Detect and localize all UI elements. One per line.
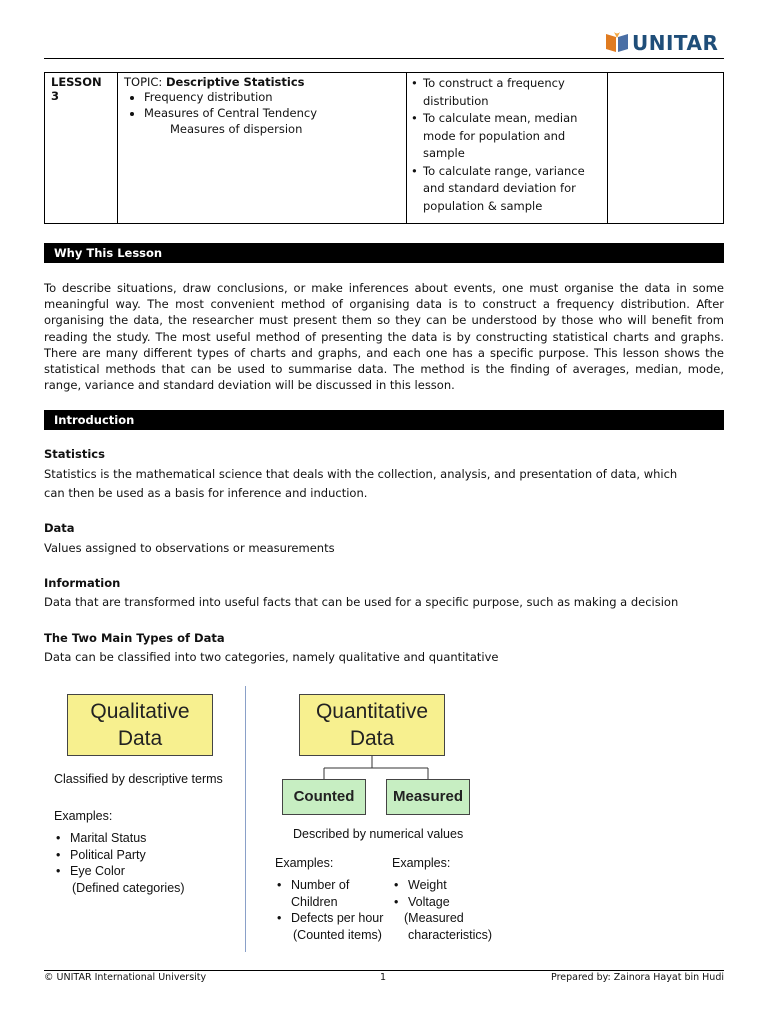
section-bar-introduction: Introduction bbox=[44, 410, 724, 430]
statistics-text-line1: Statistics is the mathematical science that deals with the collection, analysis, and presentation of data, which bbox=[44, 467, 678, 481]
qualitative-examples-label: Examples: bbox=[54, 809, 113, 823]
logo-text: UNITAR bbox=[632, 31, 719, 55]
tree-connector bbox=[280, 756, 480, 780]
list-item: • Weight bbox=[408, 877, 492, 894]
counted-note: (Counted items) bbox=[293, 927, 382, 942]
qualitative-examples bbox=[56, 830, 185, 896]
footer-author: Prepared by: Zainora Hayat bin Hudi bbox=[551, 972, 724, 983]
topic-list bbox=[124, 89, 400, 121]
measured-note-line1: (Measured bbox=[404, 911, 464, 925]
unitar-logo bbox=[604, 30, 724, 54]
information-text: Data that are transformed into useful facts that can be used for a specific purpose, such as making a decision bbox=[44, 595, 679, 609]
qualitative-line1: Qualitative bbox=[90, 700, 190, 723]
types-text: Data can be classified into two categories, namely qualitative and quantitative bbox=[44, 650, 499, 664]
list-item: • Number of bbox=[291, 877, 383, 894]
measured-examples bbox=[394, 877, 492, 943]
list-item: • Measures of Central Tendency bbox=[144, 105, 400, 121]
quantitative-data-box bbox=[299, 694, 445, 756]
measured-note-line2: characteristics) bbox=[408, 927, 493, 942]
quantitative-description: Described by numerical values bbox=[293, 827, 464, 841]
objectives-list bbox=[411, 75, 601, 215]
list-item: • To calculate mean, median mode for population and sample bbox=[411, 110, 601, 163]
topic-prefix: TOPIC: bbox=[124, 75, 166, 89]
quantitative-line1: Quantitative bbox=[315, 700, 429, 723]
topic-subitem: Measures of dispersion bbox=[170, 122, 303, 136]
heading-data: Data bbox=[44, 521, 75, 535]
list-item: • To construct a frequency distribution bbox=[411, 75, 601, 110]
heading-statistics: Statistics bbox=[44, 447, 105, 461]
list-item: • To calculate range, variance and standard deviation for population & sample bbox=[411, 163, 601, 216]
heading-types-of-data: The Two Main Types of Data bbox=[44, 631, 225, 645]
header-rule bbox=[44, 58, 724, 59]
list-item: • Frequency distribution bbox=[144, 89, 400, 105]
topic-title: Descriptive Statistics bbox=[165, 75, 305, 89]
statistics-text-line2: can then be used as a basis for inference and induction. bbox=[44, 486, 368, 500]
heading-information: Information bbox=[44, 576, 121, 590]
objectives-cell bbox=[407, 73, 608, 224]
measured-examples-label: Examples: bbox=[392, 856, 451, 870]
book-icon bbox=[604, 30, 630, 54]
footer-rule bbox=[44, 970, 724, 971]
counted-examples bbox=[277, 877, 383, 943]
qualitative-description: Classified by descriptive terms bbox=[54, 772, 223, 786]
footer-copyright: © UNITAR International University bbox=[44, 972, 207, 983]
lesson-number: LESSON 3 bbox=[45, 73, 118, 224]
empty-cell bbox=[608, 73, 724, 224]
diagram-divider bbox=[245, 686, 246, 952]
qualitative-line2: Data bbox=[117, 727, 163, 750]
section-bar-why: Why This Lesson bbox=[44, 243, 724, 263]
list-item-continuation: Children bbox=[291, 894, 338, 909]
measured-box: Measured bbox=[386, 779, 470, 815]
why-paragraph: To describe situations, draw conclusions, or make inferences about events, one must organise the data in some meaningful way. The most convenient method of organising data is to construct a frequency distribution. After organising the data, the researcher must present them so they can be understood by those who will benefit from reading the study. The most useful method of presenting the data is by constructing statistical charts and graphs. There are many different types of charts and graphs, and each one has a specific purpose. This lesson shows the statistical methods that can be used to summarise data. The method is the finding of averages, median, mode, range, variance and standard deviation will be discussed in this lesson. bbox=[44, 281, 724, 393]
data-text: Values assigned to observations or measurements bbox=[44, 541, 335, 555]
list-item: • Marital Status bbox=[70, 830, 185, 847]
qualitative-data-box bbox=[67, 694, 213, 756]
list-item: • Political Party bbox=[70, 847, 185, 864]
list-item: • Eye Color bbox=[70, 863, 185, 880]
lesson-table bbox=[44, 72, 724, 224]
list-item: • Defects per hour bbox=[291, 910, 383, 927]
counted-examples-label: Examples: bbox=[275, 856, 334, 870]
topic-cell bbox=[118, 73, 407, 224]
counted-box: Counted bbox=[282, 779, 366, 815]
page-number: 1 bbox=[380, 972, 387, 983]
quantitative-line2: Data bbox=[349, 727, 395, 750]
list-item: • Voltage bbox=[408, 894, 492, 911]
qualitative-note: (Defined categories) bbox=[72, 880, 185, 895]
